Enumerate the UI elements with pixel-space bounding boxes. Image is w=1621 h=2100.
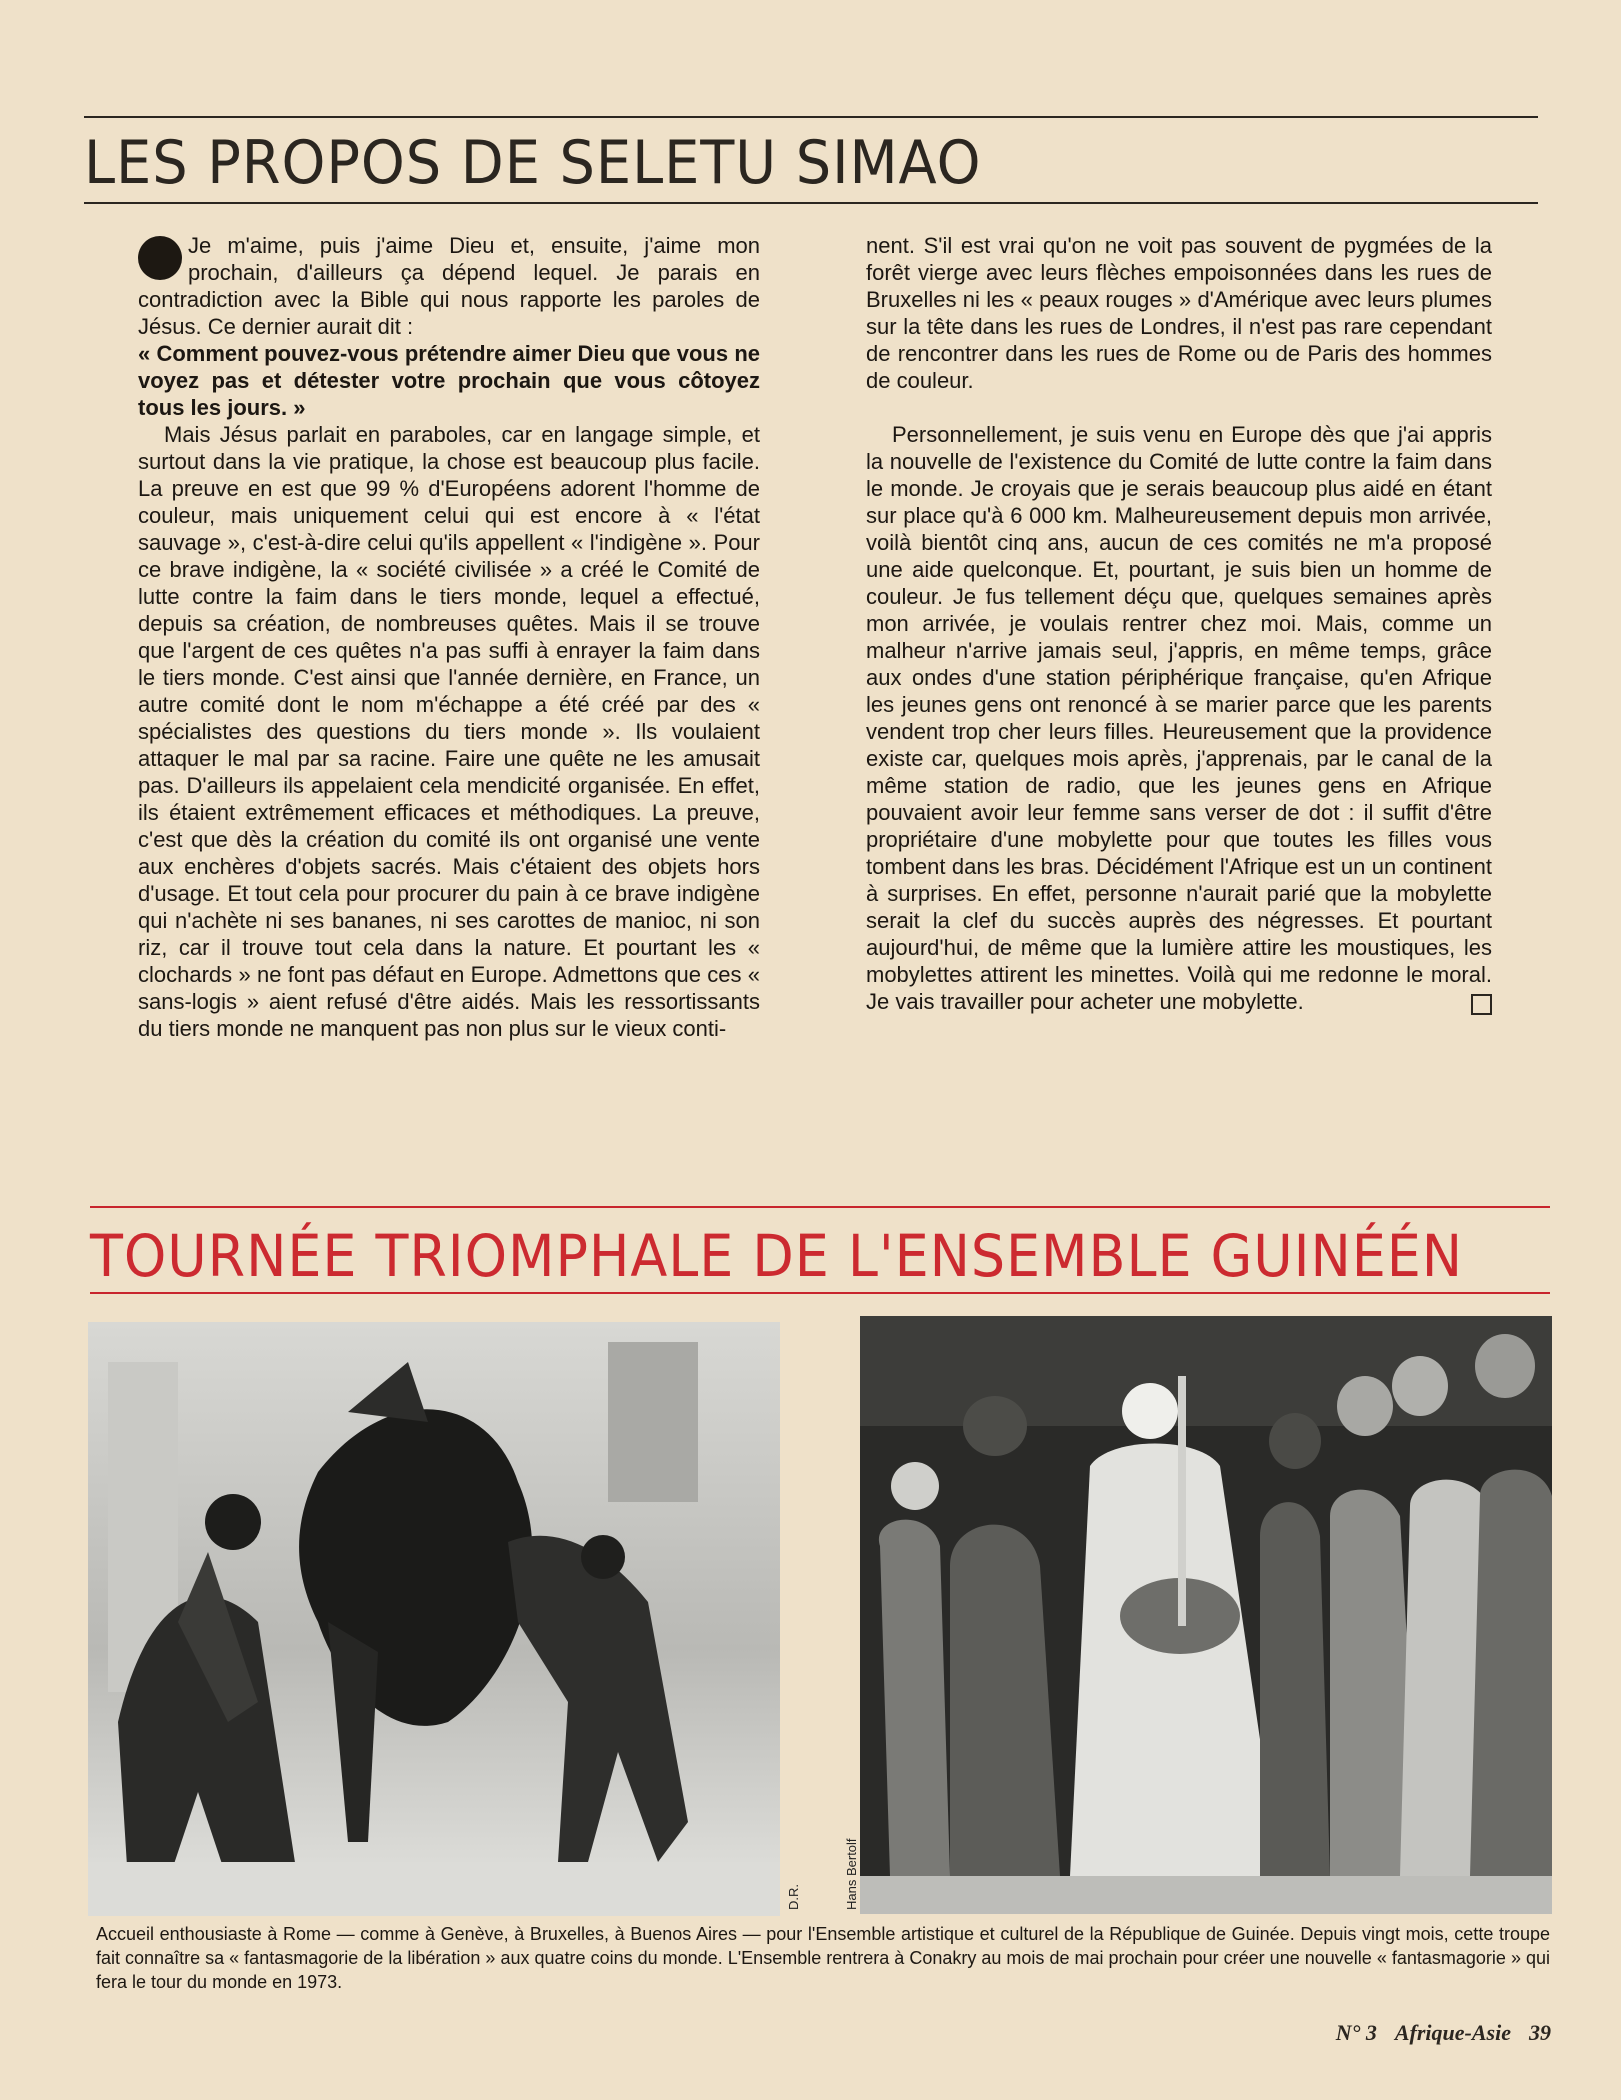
continuation-paragraph: nent. S'il est vrai qu'on ne voit pas souvent de pygmées de la forêt vierge avec leurs flèches empoisonnées dans les rues de Bruxelles ni les « peaux rouges » d'Amérique avec leurs plumes sur la tête dans les rues de Londres, il n'est pas rare cependant de rencontrer dans les rues de Rome ou de Paris des hommes de couleur.: [866, 233, 1492, 393]
dance-photo-image: [88, 1322, 780, 1916]
end-mark-icon: [1471, 994, 1492, 1015]
body-paragraph: Mais Jésus parlait en paraboles, car en langage simple, et surtout dans la vie pratique, la chose est beaucoup plus facile. La preuve en est que 99 % d'Européens adorent l'homme de couleur, mais uniquement celui qui est encore à « l'état sauvage », c'est-à-dire celui qu'ils appellent « l'indigène ». Pour ce brave indigène, la « société civilisée » a créé le Comité de lutte contre la faim dans le tiers monde, lequel a effectué, depuis sa création, de nombreuses quêtes. Mais il se trouve que l'argent de ces quêtes n'a pas suffi à enrayer la faim dans le tiers monde. C'est ainsi que l'année dernière, en France, un autre comité dont le nom m'échappe a été créé par des « spécialistes des questions du tiers monde ». Ils voulaient attaquer le mal par sa racine. Faire une quête ne les amusait pas. D'ailleurs ils appelaient cela mendicité organisée. En effet, ils étaient extrêmement efficaces et méthodiques. La preuve, c'est que dès la création du comité ils ont organisé une vente aux enchères d'objets sacrés. Mais c'étaient des objets hors d'usage. Et tout cela pour procurer du pain à ce brave indigène qui n'achète ni ses bananes, ni ses carottes de manioc, ni son riz, car il trouve tout cela dans la nature. Et pourtant les « clochards » ne font pas défaut en Europe. Admettons que ces « sans-logis » aient refusé d'être aidés. Mais les ressortissants du tiers monde ne manquent pas non plus sur le vieux conti-: [138, 422, 760, 1041]
article-title: LES PROPOS DE SELETU SIMAO: [84, 128, 982, 198]
red-top-rule: [90, 1206, 1550, 1208]
photo-caption: [96, 1922, 1550, 1994]
body-text: Personnellement, je suis venu en Europe dès que j'ai appris la nouvelle de l'existence du Comité de lutte contre la faim dans le monde. Je croyais que je serais beaucoup plus aidé en étant sur place qu'à 6 000 km. Malheureusement depuis mon arrivée, voilà bientôt cinq ans, aucun de ces comités ne m'a proposé une aide quelconque. Et, pourtant, je suis bien un homme de couleur. Je fus tellement déçu que, quelques semaines après mon arrivée, je voulais rentrer chez moi. Mais, comme un malheur n'arrive jamais seul, j'appris, en même temps, grâce aux ondes d'une station périphérique française, qu'en Afrique les jeunes gens ont renoncé à se marier parce que les parents vendent trop cher leurs filles. Heureusement que la providence existe car, quelques mois après, j'apprenais, par le canal de la même station de radio, que les jeunes gens en Afrique pouvaient avoir leur femme sans verser de dot : il suffit d'être propriétaire d'une mobylette pour que toutes les filles vous tombent dans les bras. Décidément l'Afrique est un un continent à surprises. En effet, personne n'aurait parié que la mobylette serait la clef du succès auprès des négresses. Et pourtant aujourd'hui, de même que la lumière attire les moustiques, les mobylettes attirent les minettes. Voilà qui me redonne le moral. Je vais travailler pour acheter une mobylette.: [866, 422, 1492, 1014]
dance-photo: [88, 1322, 780, 1916]
top-rule: [84, 116, 1538, 118]
article-left-column: [138, 232, 760, 1042]
photo-credit-right: Hans Bertolf: [844, 1838, 859, 1910]
paragraph-gap: [866, 394, 1492, 421]
photo-credit-left: D.R.: [786, 1884, 801, 1910]
bullet-dot-icon: [138, 236, 182, 280]
page-number: 39: [1529, 2020, 1551, 2045]
bible-quote: « Comment pouvez-vous prétendre aimer Dieu que vous ne voyez pas et détester votre prochain que vous côtoyez tous les jours. »: [138, 341, 760, 420]
ensemble-photo-image: [860, 1316, 1552, 1914]
publication-name: Afrique-Asie: [1394, 2020, 1511, 2045]
body-paragraph: [866, 421, 1492, 1015]
red-bottom-rule: [90, 1292, 1550, 1294]
article-right-column: [866, 232, 1492, 1015]
title-bottom-rule: [84, 202, 1538, 204]
issue-number: N° 3: [1335, 2020, 1377, 2045]
ensemble-photo: [860, 1316, 1552, 1914]
page-footer: [1318, 2020, 1551, 2046]
caption-text: Accueil enthousiaste à Rome — comme à Genève, à Bruxelles, à Buenos Aires — pour l'Ensemble artistique et culturel de la République de Guinée. Depuis vingt mois, cette troupe fait connaître sa « fantasmagorie de la libération » aux quatre coins du monde. L'Ensemble rentrera à Conakry au mois de mai prochain pour créer une nouvelle « fantasmagorie » qui fera le tour du monde en 1973.: [96, 1924, 1550, 1992]
section-title: TOURNÉE TRIOMPHALE DE L'ENSEMBLE GUINÉÉN: [90, 1222, 1464, 1290]
opening-paragraph: Je m'aime, puis j'aime Dieu et, ensuite, j'aime mon prochain, d'ailleurs ça dépend lequel. Je parais en contradiction avec la Bible qui nous rapporte les paroles de Jésus. Ce dernier aurait dit :: [138, 233, 760, 339]
